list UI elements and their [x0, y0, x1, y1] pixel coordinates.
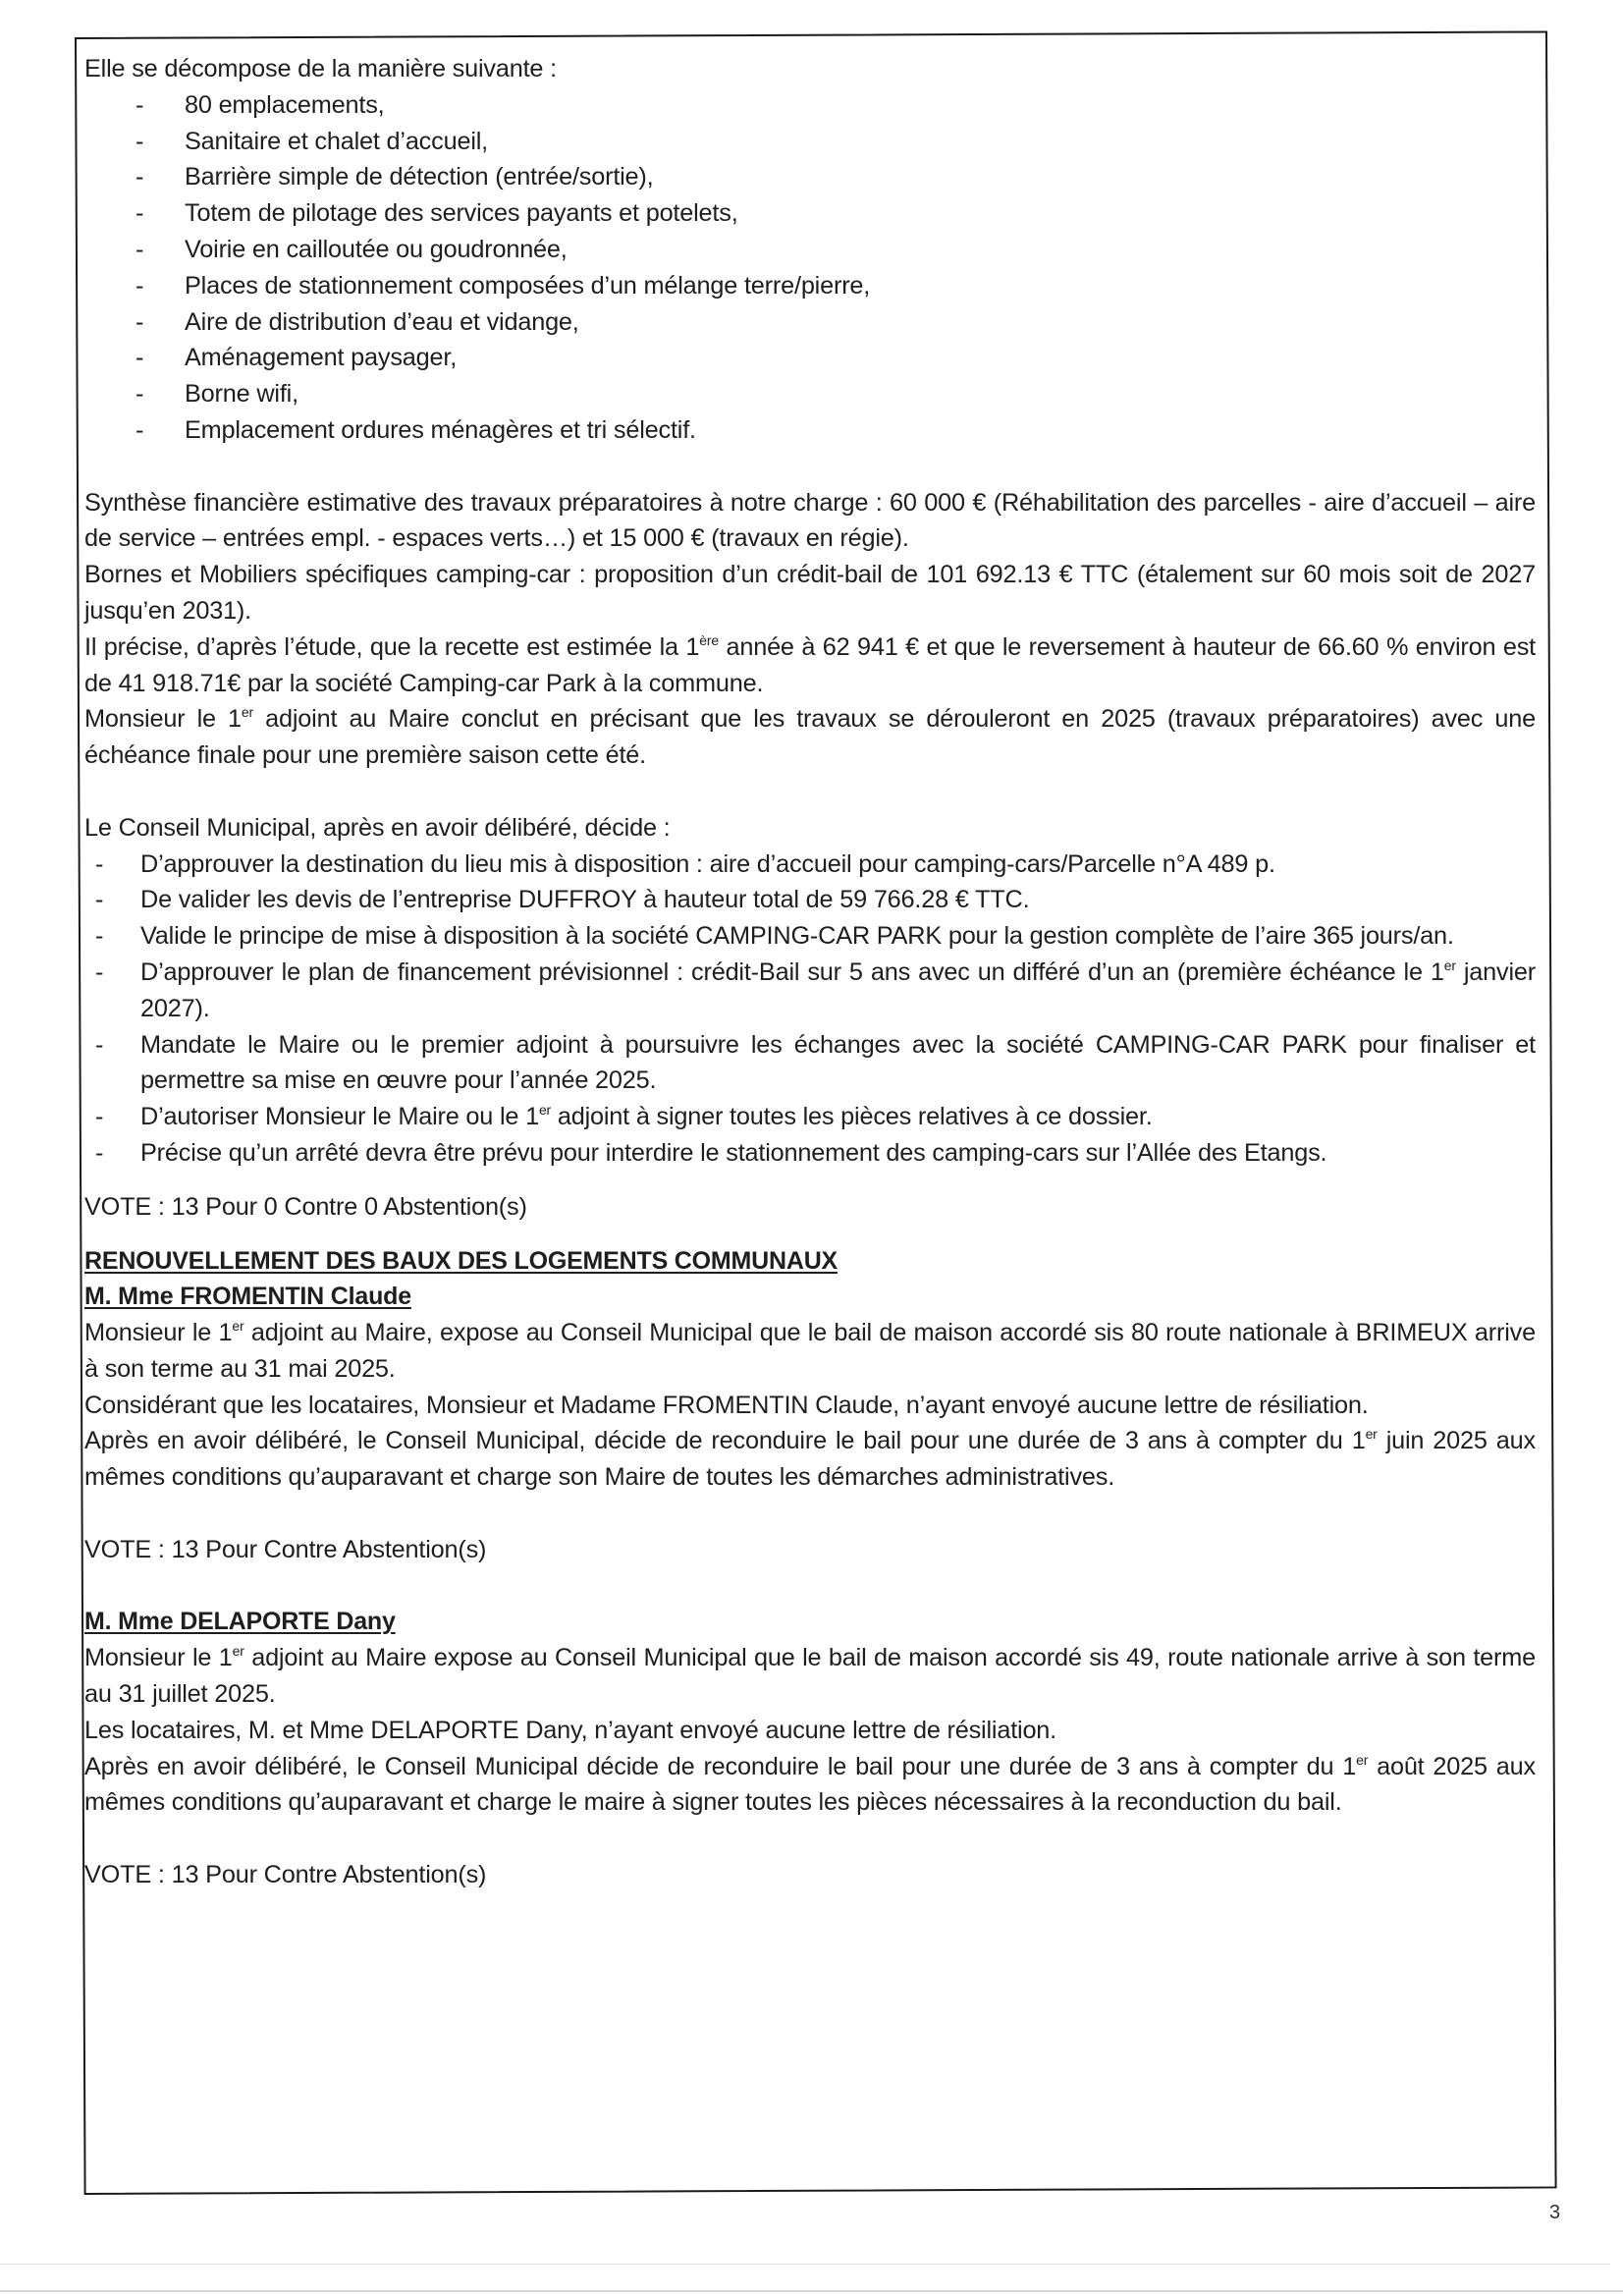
document-body [84, 51, 1538, 1893]
vote-abstention-label: Abstention(s) [383, 1192, 527, 1221]
spacer [84, 774, 1538, 810]
list-item: - Valide le principe de mise à disposition à la société CAMPING-CAR PARK pour la gestion complète de l’aire 365 jours/an. [84, 918, 1536, 955]
list-item: - 80 emplacements, [84, 87, 1538, 124]
bullet-dash: - [95, 1103, 104, 1131]
vote-abstention-label: Abstention(s) [342, 1861, 487, 1889]
vote-pour-label: Pour [205, 1535, 257, 1563]
vote-label: VOTE : [84, 1192, 165, 1221]
list-item: - Totem de pilotage des services payants et potelets, [84, 195, 1538, 232]
decision-list [84, 847, 1538, 1172]
finance-synthesis: Synthèse financière estimative des travaux préparatoires à notre charge : 60 000 € (Réhabilitation des parcelles - aire d’accueil – aire de service – entrées empl. - espaces verts…) et 15 000 € (travaux en régie). [84, 488, 1536, 553]
spacer [84, 1496, 1538, 1532]
vote-pour-count: 13 [171, 1861, 199, 1889]
vote-line-fromentin [84, 1532, 1538, 1568]
intro-text: Elle se décompose de la manière suivante : [84, 55, 557, 82]
list-item: - Sanitaire et chalet d’accueil, [84, 124, 1538, 160]
tenant-title-delaporte: M. Mme DELAPORTE Dany [84, 1608, 396, 1636]
finance-conclusion: Monsieur le 1er adjoint au Maire conclut en précisant que les travaux se dérouleront en 2025 (travaux préparatoires) avec une échéance finale pour une première saison cette été. [84, 704, 1536, 770]
list-item: - Mandate le Maire ou le premier adjoint à poursuivre les échanges avec la société CAMPING-CAR PARK pour finaliser et permettre sa mise en œuvre pour l’année 2025. [84, 1027, 1536, 1100]
tenant-title-fromentin: M. Mme FROMENTIN Claude [84, 1283, 411, 1311]
vote-contre-count: 0 [263, 1192, 278, 1221]
bullet-dash: - [95, 1138, 104, 1167]
bullet-dash: - [95, 849, 104, 878]
finance-recette: Il précise, d’après l’étude, que la recette est estimée la 1ère année à 62 941 € et que le reversement à hauteur de 66.60 % environ est de 41 918.71€ par la société Camping-car Park à la commune. [84, 631, 1536, 697]
bullet-dash: - [135, 235, 144, 263]
list-item: - De valider les devis de l’entreprise DUFFROY à hauteur total de 59 766.28 € TTC. [84, 882, 1536, 918]
delaporte-paragraph-1: Monsieur le 1er adjoint au Maire expose au Conseil Municipal que le bail de maison accordé sis 49, route nationale arrive à son terme au 31 juillet 2025. [84, 1643, 1536, 1709]
finance-bornes: Bornes et Mobiliers spécifiques camping-car : proposition d’un crédit-bail de 101 692.13 € TTC (étalement sur 60 mois soit de 2027 jusqu’en 2031). [84, 561, 1536, 625]
vote-contre-label: Contre [263, 1861, 338, 1889]
spacer [84, 1226, 1538, 1243]
spacer [84, 1821, 1538, 1857]
list-item: - Borne wifi, [84, 376, 1538, 412]
bullet-dash: - [95, 1030, 104, 1059]
bullet-dash: - [135, 380, 144, 409]
bullet-dash: - [95, 886, 104, 914]
fromentin-paragraph-3: Après en avoir délibéré, le Conseil Municipal, décide de reconduire le bail pour une durée de 3 ans à compter du 1er juin 2025 aux mêmes conditions qu’auparavant et charge son Maire de toutes les démarches administratives. [84, 1426, 1536, 1492]
decision-intro: Le Conseil Municipal, après en avoir délibéré, décide : [84, 813, 671, 842]
list-item: - Places de stationnement composées d’un mélange terre/pierre, [84, 268, 1538, 304]
vote-line-camping [84, 1189, 1538, 1226]
bullet-dash: - [135, 307, 144, 336]
bullet-dash: - [95, 922, 104, 951]
fromentin-paragraph-1: Monsieur le 1er adjoint au Maire, expose au Conseil Municipal que le bail de maison accordé sis 80 route nationale à BRIMEUX arrive à son terme au 31 mai 2025. [84, 1318, 1536, 1383]
list-item: - Voirie en cailloutée ou goudronnée, [84, 232, 1538, 268]
list-item: - D’autoriser Monsieur le Maire ou le 1er adjoint à signer toutes les pièces relatives à ce dossier. [84, 1099, 1536, 1135]
list-item: - Aménagement paysager, [84, 340, 1538, 376]
scan-artifact-line [0, 2290, 1623, 2292]
spacer [84, 1568, 1538, 1605]
spacer [84, 1172, 1538, 1189]
vote-pour-label: Pour [205, 1861, 257, 1889]
list-item: - Barrière simple de détection (entrée/sortie), [84, 159, 1538, 195]
list-item: - Aire de distribution d’eau et vidange, [84, 304, 1538, 341]
list-item: - D’approuver le plan de financement prévisionnel : crédit-Bail sur 5 ans avec un différé d’un an (première échéance le 1er janvier 2027). [84, 955, 1536, 1027]
bullet-dash: - [135, 127, 144, 155]
vote-line-delaporte [84, 1857, 1538, 1893]
list-item: - Précise qu’un arrêté devra être prévu pour interdire le stationnement des camping-cars sur l’Allée des Etangs. [84, 1135, 1536, 1172]
spacer [84, 449, 1538, 485]
vote-pour-count: 13 [171, 1192, 199, 1221]
page-number: 3 [1549, 2202, 1561, 2223]
equipment-list [84, 87, 1538, 449]
section-title: RENOUVELLEMENT DES BAUX DES LOGEMENTS COMMUNAUX [84, 1246, 839, 1275]
vote-abstention-label: Abstention(s) [342, 1535, 487, 1563]
vote-contre-label: Contre [284, 1192, 358, 1221]
delaporte-paragraph-3: Après en avoir délibéré, le Conseil Municipal décide de reconduire le bail pour une durée de 3 ans à compter du 1er août 2025 aux mêmes conditions qu’auparavant et charge le maire à signer toutes les pièces nécessaires à la reconduction du bail. [84, 1751, 1536, 1817]
bullet-dash: - [95, 957, 104, 986]
vote-pour-label: Pour [205, 1192, 257, 1221]
fromentin-paragraph-2: Considérant que les locataires, Monsieur et Madame FROMENTIN Claude, n’ayant envoyé aucune lettre de résiliation. [84, 1391, 1369, 1419]
vote-label: VOTE : [84, 1535, 165, 1563]
vote-contre-label: Contre [263, 1535, 338, 1563]
list-item: - D’approuver la destination du lieu mis à disposition : aire d’accueil pour camping-cars/Parcelle n°A 489 p. [84, 847, 1536, 883]
delaporte-paragraph-2: Les locataires, M. et Mme DELAPORTE Dany, n’ayant envoyé aucune lettre de résiliation. [84, 1716, 1057, 1744]
list-item: - Emplacement ordures ménagères et tri sélectif. [84, 412, 1538, 449]
bullet-dash: - [135, 199, 144, 228]
vote-pour-count: 13 [171, 1535, 199, 1563]
vote-abstention-count: 0 [363, 1192, 378, 1221]
bullet-dash: - [135, 344, 144, 372]
bullet-dash: - [135, 271, 144, 300]
bullet-dash: - [135, 163, 144, 191]
vote-label: VOTE : [84, 1861, 165, 1889]
bullet-dash: - [135, 415, 144, 444]
bullet-dash: - [135, 90, 144, 119]
scan-artifact-line [0, 2264, 1610, 2265]
